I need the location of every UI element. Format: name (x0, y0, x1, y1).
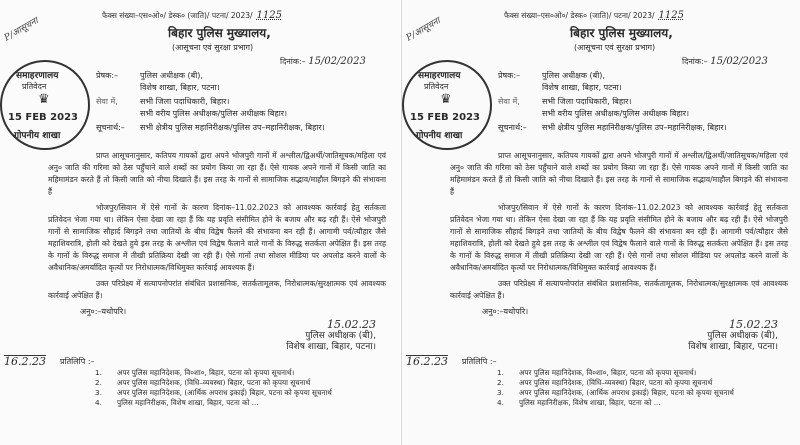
to-label: सेवा में, (498, 97, 520, 106)
stamp-date: 15 FEB 2023 (410, 112, 480, 123)
paragraph-1-text: प्राप्त आसूचनानुसार, कतिपय गायकों द्वारा अपने भोजपुरी गानों में अश्लील/द्विअर्थी/जातिसूचक/महिला एवं अनु० जाति की गरिमा को ठेस पहुँचाने वाले शब्दों का प्रयोग किया जा रहा हैं। ऐसे गायक अपने गानों में किसी जाति का महिमामंडन करते हैं तो किसी जाति को नीचा दिखाते हैं। इस तरह के गानों से सामाजिक सद्भाव/माहौल बिगड़ने की संभावना हैं (48, 151, 386, 196)
letter-subtitle: (आसूचना एवं सुरक्षा प्रभाग) (574, 43, 656, 52)
info-line: सभी क्षेत्रीय पुलिस महानिरीक्षक/पुलिस उप–महानिरीक्षक, बिहार। (140, 123, 325, 132)
item-text: अपर पुलिस महानिदेशक, वि०शा०, बिहार, पटना को कृपया सूचनार्थ। (519, 368, 697, 377)
to-label: सेवा में, (96, 97, 118, 106)
handwritten-note: P/आसूचना (404, 16, 443, 44)
to-line1: सभी जिला पदाधिकारी, बिहार। (542, 97, 632, 106)
copy-list-item (497, 378, 788, 388)
copy-label: प्रतिलिपि :– (462, 357, 497, 366)
info-line: सभी क्षेत्रीय पुलिस महानिरीक्षक/पुलिस उप–महानिरीक्षक, बिहार। (542, 123, 727, 132)
emblem-icon: ♛ (440, 92, 452, 107)
item-number: 3. (95, 388, 102, 397)
letter-title: बिहार पुलिस मुख्यालय, (168, 26, 271, 40)
handwritten-note: P/आसूचना (2, 16, 41, 44)
fax-reference (504, 10, 684, 21)
to-line2: सभी वरीय पुलिस अधीक्षक/पुलिस अधीक्षक बिहार। (140, 109, 288, 118)
to-line2: सभी वरीय पुलिस अधीक्षक/पुलिस अधीक्षक बिहार। (542, 109, 690, 118)
letter-date (280, 56, 366, 67)
paragraph-2 (450, 202, 788, 274)
stamp-date: 15 FEB 2023 (8, 112, 78, 123)
item-number: 2. (95, 378, 102, 387)
item-text: अपर पुलिस महानिदेशक, (विधि–व्यवस्था) बिहार, पटना को कृपया सूचनार्थ (117, 378, 311, 387)
item-text: अपर पुलिस महानिदेशक, (विधि–व्यवस्था) बिहार, पटना को कृपया सूचनार्थ (519, 378, 713, 387)
fax-number: 1125 (256, 10, 282, 21)
paragraph-1 (48, 150, 386, 198)
copy-list-item (95, 388, 386, 398)
paragraph-3-text: उक्त परिप्रेक्ष्य में सत्यापनोपरांत संबंधित प्रशासनिक, सतर्कतामूलक, निरोधात्मक/सुरक्षात्मक एवं आवश्यक कार्रवाई अपेक्षित हैं। (450, 279, 788, 300)
paragraph-2 (48, 202, 386, 274)
signatory-line2: विशेष शाखा, बिहार, पटना। (688, 342, 778, 352)
enclosure: अनु०:–यथोपरि। (482, 307, 529, 316)
sender-line1: पुलिस अधीक्षक (बी), (542, 71, 605, 80)
date-value: 15/02/2023 (308, 56, 366, 67)
item-number: 3. (497, 388, 504, 397)
signature-block (450, 318, 788, 353)
office-stamp (402, 60, 492, 150)
stamp-office: समाहरणालय (16, 71, 59, 81)
copy-list-item (497, 388, 788, 398)
emblem-icon: ♛ (38, 92, 50, 107)
sender-label: प्रेषक:– (498, 71, 521, 80)
paragraph-2-text: भोजपुर/सिवान में ऐसे गानों के कारण दिनांक–11.02.2023 को आवश्यक कार्रवाई हेतु सर्तकता प्रतिवेदन भेजा गया था। लेकिन ऐसा देखा जा रहा हैं कि यह प्रवृति संसीमित होने के बजाय और बढ़ रही हैं। ऐसे भोजपुरी गानों से सामाजिक सौहार्द बिगड़ने तथा जातियों के बीच विद्वेष फैलने की संभावना बन रही हैं। आगामी पर्व/त्यौहार जैसे महाशिवरात्रि, होली को देखते हुये इस तरह के अश्लील एवं विद्वेष फैलाने वाले गानों के विरुद्ध सतर्कता अपेक्षित हैं। इस तरह के गानों के विरुद्ध समाज में तीखी प्रतिक्रिया देखी जा रही हैं। ऐसे गानों तथा सोशल मीडिया पर अपलोड करने वालों के अवैधानिक/अमर्यादित कृत्यों पर निरोधात्मक/विधिमुक्त कार्रवाई आवश्यक हैं। (48, 203, 386, 272)
date-value: 15/02/2023 (710, 56, 768, 67)
sender-line2: विशेष शाखा, बिहार, पटना। (542, 83, 622, 92)
item-number: 4. (497, 398, 504, 407)
paragraph-1-text: प्राप्त आसूचनानुसार, कतिपय गायकों द्वारा अपने भोजपुरी गानों में अश्लील/द्विअर्थी/जातिसूचक/महिला एवं अनु० जाति की गरिमा को ठेस पहुँचाने वाले शब्दों का प्रयोग किया जा रहा हैं। ऐसे गायक अपने गानों में किसी जाति का महिमामंडन करते हैं तो किसी जाति को नीचा दिखाते हैं। इस तरह के गानों से सामाजिक सद्भाव/माहौल बिगड़ने की संभावना हैं (450, 151, 788, 196)
item-text: अपर पुलिस महानिदेशक, (आर्थिक अपराध इकाई) बिहार, पटना को कृपया सूचनार्थ (519, 388, 734, 397)
stamp-office: समाहरणालय (418, 71, 461, 81)
item-number: 2. (497, 378, 504, 387)
fax-ref-text: फैक्स संख्या–एस०ओ०/ डेस्क० (जाति)/ पटना/ 2023/ (102, 11, 253, 20)
copy-list-item (95, 398, 386, 408)
date-label: दिनांक:– (280, 57, 306, 66)
signature-block (48, 318, 386, 353)
fax-reference (102, 10, 282, 21)
paragraph-3-text: उक्त परिप्रेक्ष्य में सत्यापनोपरांत संबंधित प्रशासनिक, सतर्कतामूलक, निरोधात्मक/सुरक्षात्मक एवं आवश्यक कार्रवाई अपेक्षित हैं। (48, 279, 386, 300)
to-line1: सभी जिला पदाधिकारी, बिहार। (140, 97, 230, 106)
copy-list-item (95, 368, 386, 378)
item-number: 1. (95, 368, 102, 377)
signatory-line1: पुलिस अधीक्षक (बी), (707, 331, 778, 341)
letter-date (682, 56, 768, 67)
signature: 15.02.23 (729, 318, 778, 331)
paragraph-1 (450, 150, 788, 198)
item-text: अपर पुलिस महानिदेशक, वि०शा०, बिहार, पटना को कृपया सूचनार्थ। (117, 368, 295, 377)
paragraph-3 (48, 278, 386, 302)
item-text: पुलिस महानिरीक्षक, विशेष शाखा, बिहार, पटना को ... (519, 398, 661, 407)
copy-row (4, 355, 386, 368)
stamp-section-top: प्रतिवेदन (424, 82, 449, 91)
handwritten-date: 16.2.23 (406, 355, 448, 368)
fax-number: 1125 (658, 10, 684, 21)
letter-subtitle: (आसूचना एवं सुरक्षा प्रभाग) (172, 43, 254, 52)
copy-list-item (497, 368, 788, 378)
fax-ref-text: फैक्स संख्या–एस०ओ०/ डेस्क० (जाति)/ पटना/ 2023/ (504, 11, 655, 20)
letter-copy-right (401, 0, 800, 445)
copy-list-item (95, 378, 386, 388)
copy-row (406, 355, 788, 368)
copy-label: प्रतिलिपि :– (60, 357, 95, 366)
enclosure: अनु०:–यथोपरि। (80, 307, 127, 316)
item-number: 4. (95, 398, 102, 407)
sender-line1: पुलिस अधीक्षक (बी), (140, 71, 203, 80)
paragraph-3 (450, 278, 788, 302)
sender-label: प्रेषक:– (96, 71, 119, 80)
letter-body (4, 150, 386, 408)
date-label: दिनांक:– (682, 57, 708, 66)
stamp-section-top: प्रतिवेदन (22, 82, 47, 91)
item-text: अपर पुलिस महानिदेशक, (आर्थिक अपराध इकाई) बिहार, पटना को कृपया सूचनार्थ (117, 388, 332, 397)
info-label: सूचनार्थ:– (96, 123, 125, 132)
stamp-section-bottom: गोपनीय शाखा (14, 131, 61, 141)
info-label: सूचनार्थ:– (498, 123, 527, 132)
office-stamp (0, 60, 90, 150)
sender-line2: विशेष शाखा, बिहार, पटना। (140, 83, 220, 92)
letter-title: बिहार पुलिस मुख्यालय, (570, 26, 673, 40)
signatory-line2: विशेष शाखा, बिहार, पटना। (286, 342, 376, 352)
copy-list-item (497, 398, 788, 408)
signature: 15.02.23 (327, 318, 376, 331)
letter-body (406, 150, 788, 408)
item-number: 1. (497, 368, 504, 377)
paragraph-2-text: भोजपुर/सिवान में ऐसे गानों के कारण दिनांक–11.02.2023 को आवश्यक कार्रवाई हेतु सर्तकता प्रतिवेदन भेजा गया था। लेकिन ऐसा देखा जा रहा हैं कि यह प्रवृति संसीमित होने के बजाय और बढ़ रही हैं। ऐसे भोजपुरी गानों से सामाजिक सौहार्द बिगड़ने तथा जातियों के बीच विद्वेष फैलने की संभावना बन रही हैं। आगामी पर्व/त्यौहार जैसे महाशिवरात्रि, होली को देखते हुये इस तरह के अश्लील एवं विद्वेष फैलाने वाले गानों के विरुद्ध सतर्कता अपेक्षित हैं। इस तरह के गानों के विरुद्ध समाज में तीखी प्रतिक्रिया देखी जा रही हैं। ऐसे गानों तथा सोशल मीडिया पर अपलोड करने वालों के अवैधानिक/अमर्यादित कृत्यों पर निरोधात्मक/विधिमुक्त कार्रवाई आवश्यक हैं। (450, 203, 788, 272)
signatory-line1: पुलिस अधीक्षक (बी), (305, 331, 376, 341)
item-text: पुलिस महानिरीक्षक, विशेष शाखा, बिहार, पटना को ... (117, 398, 259, 407)
handwritten-date: 16.2.23 (4, 355, 46, 368)
stamp-section-bottom: गोपनीय शाखा (416, 131, 463, 141)
